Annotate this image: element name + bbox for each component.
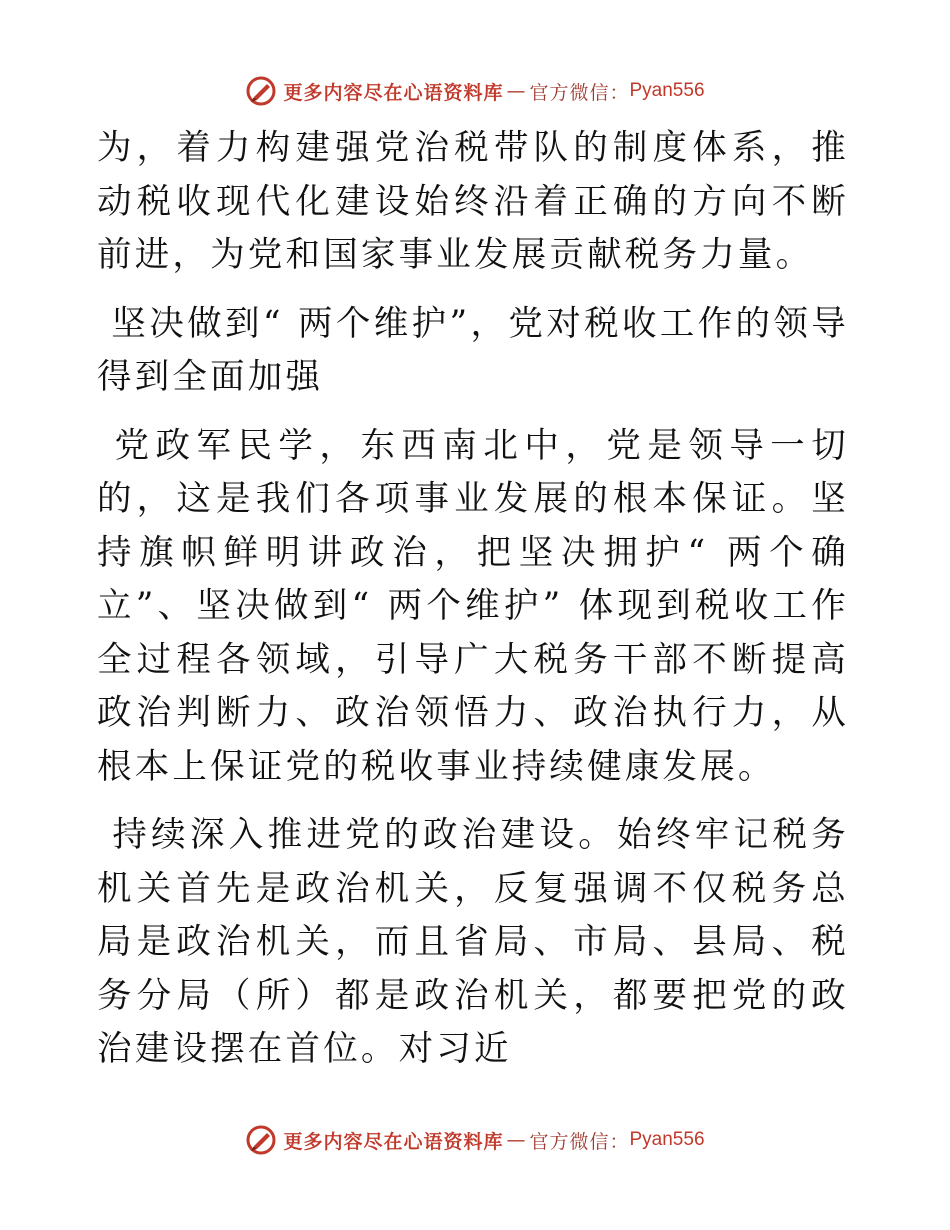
banner-dash: — — [506, 1129, 527, 1151]
paragraph: 为，着力构建强党治税带队的制度体系，推动税收现代化建设始终沿着正确的方向不断前进，为党和国家事业发展贡献税务力量。 — [97, 128, 849, 275]
header-banner — [0, 71, 950, 111]
logo-icon — [245, 1124, 277, 1156]
paragraph: 党政军民学，东西南北中，党是领导一切的，这是我们各项事业发展的根本保证。坚持旗帜鲜明讲政治，把坚决拥护“ 两个确立”、坚决做到“ 两个维护” 体现到税收工作全过程各领域，引导广大税务干部不断提高政治判断力、政治领悟力、政治执行力，从根本上保证党的税收事业持续健康发展。 — [97, 425, 849, 787]
footer-banner — [0, 1120, 950, 1160]
document-body — [97, 122, 849, 1092]
banner-main-text: 更多内容尽在心语资料库 — [283, 1130, 504, 1153]
banner-wechat-handle: Pyan556 — [629, 1129, 705, 1150]
paragraph: 持续深入推进党的政治建设。始终牢记税务机关首先是政治机关，反复强调不仅税务总局是政治机关，而且省局、市局、县局、税务分局（所）都是政治机关，都要把党的政治建设摆在首位。对习近 — [97, 815, 849, 1069]
banner-official-label: 官方微信： — [529, 1130, 630, 1153]
section-heading: 坚决做到“ 两个维护”，党对税收工作的领导得到全面加强 — [97, 303, 849, 397]
banner-official-label: 官方微信： — [529, 81, 630, 104]
banner-dash: — — [506, 80, 527, 102]
logo-icon — [245, 75, 277, 107]
banner-main-text: 更多内容尽在心语资料库 — [283, 81, 504, 104]
banner-wechat-handle: Pyan556 — [629, 80, 705, 101]
